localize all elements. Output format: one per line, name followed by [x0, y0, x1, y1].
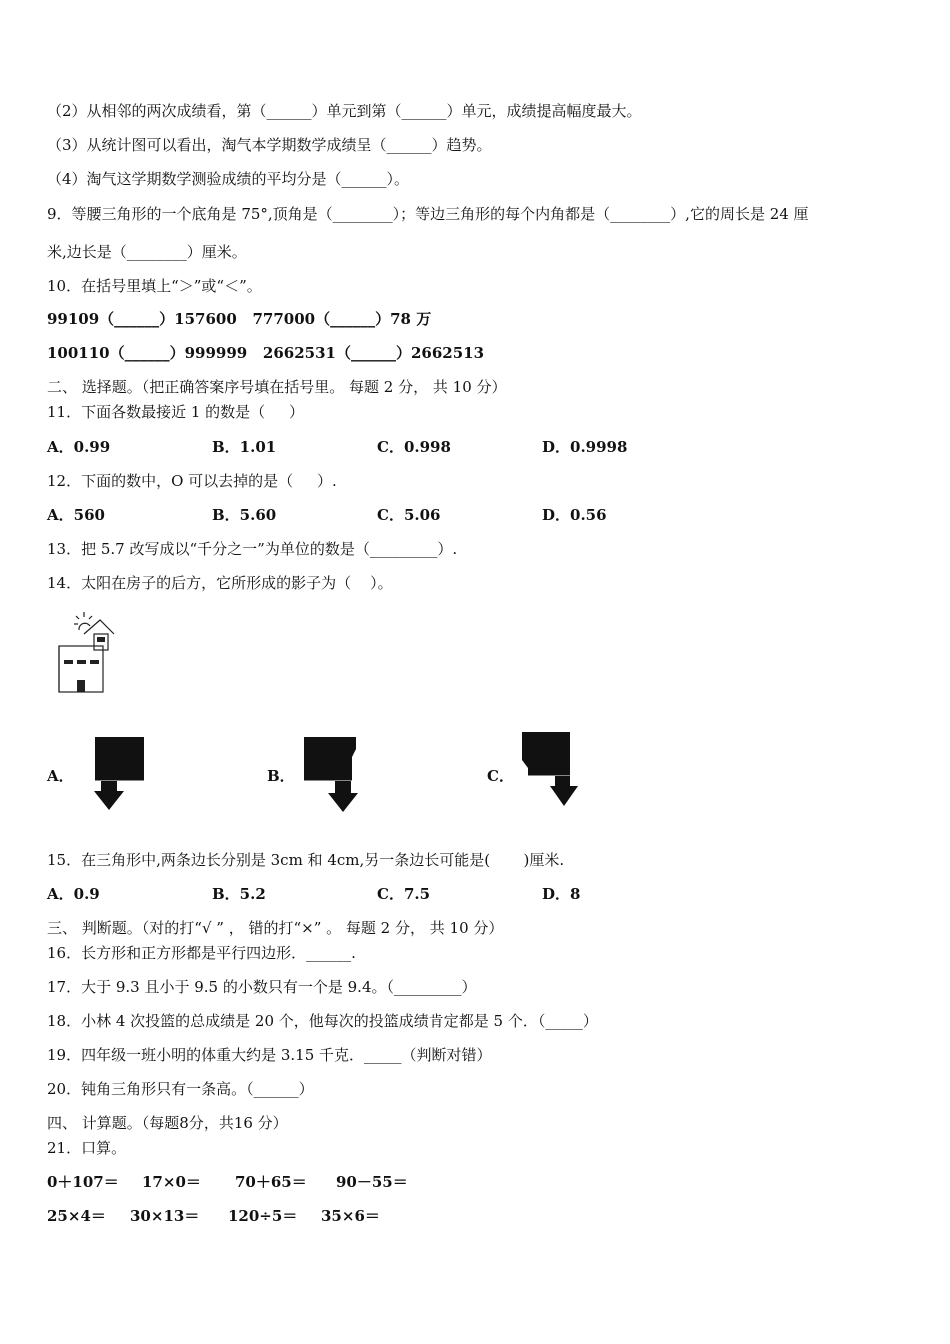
- calc-item: 30×13＝: [130, 1207, 200, 1225]
- q11-option-c: C．0.998: [377, 438, 451, 456]
- q18-text: 18．小林 4 次投篮的总成绩是 20 个，他每次的投篮成绩肯定都是 5 个．（_____）: [47, 1012, 598, 1030]
- q15-option-b: B．5.2: [212, 885, 266, 903]
- q11-text: 11．下面各数最接近 1 的数是（ ）: [47, 403, 305, 421]
- q12-option-b: B．5.60: [212, 506, 277, 524]
- q8-part2: （2）从相邻的两次成绩看，第（______）单元到第（______）单元，成绩提高幅度最大。: [47, 102, 642, 120]
- calc-item: 17×0＝: [142, 1173, 201, 1191]
- q11-option-d: D．0.9998: [542, 438, 628, 456]
- q15-option-a: A．0.9: [47, 885, 100, 903]
- q16-text: 16．长方形和正方形都是平行四边形．______.: [47, 944, 356, 962]
- q14-option-c-shadow: [520, 730, 580, 810]
- calc-item: 0＋107＝: [47, 1173, 119, 1191]
- q8-part4: （4）淘气这学期数学测验成绩的平均分是（______）。: [47, 170, 410, 188]
- q10-row1: 99109（______）157600 777000（______）78 万: [47, 310, 432, 328]
- q14-option-c: C．: [487, 767, 514, 785]
- calc-item: 35×6＝: [321, 1207, 380, 1225]
- q12-option-a: A．560: [47, 506, 105, 524]
- q11-option-a: A．0.99: [47, 438, 111, 456]
- q15-option-d: D．8: [542, 885, 581, 903]
- section-2-heading: 二、 选择题。（把正确答案序号填在括号里。 每题 2 分， 共 10 分）: [47, 378, 507, 396]
- section-3-heading: 三、 判断题。（对的打“√ ” ， 错的打“×” 。 每题 2 分， 共 10 分）: [47, 919, 504, 937]
- q14-option-b-shadow: [302, 735, 360, 813]
- q21-text: 21．口算。: [47, 1139, 127, 1157]
- q15-text: 15．在三角形中,两条边长分别是 3cm 和 4cm,另一条边长可能是( )厘米.: [47, 851, 565, 869]
- q17-text: 17．大于 9.3 且小于 9.5 的小数只有一个是 9.4。（_________）: [47, 978, 477, 996]
- q14-option-a: A．: [47, 767, 74, 785]
- q12-text: 12．下面的数中，O 可以去掉的是（ ）.: [47, 472, 337, 490]
- q15-option-c: C．7.5: [377, 885, 431, 903]
- q9-text-cont: 米,边长是（________）厘米。: [47, 243, 247, 261]
- q14-option-a-shadow: [92, 735, 146, 811]
- house-sun-figure: [54, 610, 118, 696]
- calc-item: 25×4＝: [47, 1207, 106, 1225]
- calc-item: 70＋65＝: [235, 1173, 307, 1191]
- q10-text: 10．在括号里填上“＞”或“＜”。: [47, 277, 262, 295]
- q8-part3: （3）从统计图可以看出，淘气本学期数学成绩呈（______）趋势。: [47, 136, 492, 154]
- q14-option-b: B．: [267, 767, 295, 785]
- calc-item: 90－55＝: [336, 1173, 408, 1191]
- section-4-heading: 四、 计算题。（每题8分，共16 分）: [47, 1114, 288, 1132]
- calc-item: 120÷5＝: [228, 1207, 298, 1225]
- q14-text: 14．太阳在房子的后方，它所形成的影子为（ ）。: [47, 574, 393, 592]
- q11-option-b: B．1.01: [212, 438, 277, 456]
- q12-option-c: C．5.06: [377, 506, 441, 524]
- q19-text: 19．四年级一班小明的体重大约是 3.15 千克．_____（判断对错）: [47, 1046, 492, 1064]
- q9-text: 9．等腰三角形的一个底角是 75°,顶角是（________）；等边三角形的每个内角都是（________）,它的周长是 24 厘: [47, 205, 809, 223]
- q12-option-d: D．0.56: [542, 506, 607, 524]
- q13-text: 13．把 5.7 改写成以“千分之一”为单位的数是（_________）.: [47, 540, 458, 558]
- q20-text: 20．钝角三角形只有一条高。（______）: [47, 1080, 314, 1098]
- q10-row2: 100110（______）999999 2662531（______）2662513: [47, 344, 485, 362]
